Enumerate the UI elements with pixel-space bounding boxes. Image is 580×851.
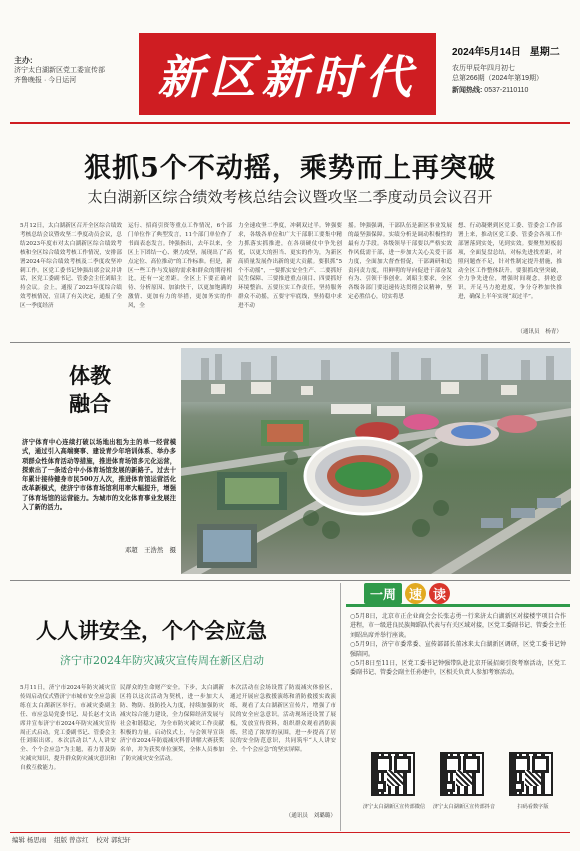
- weekly-item: ○5月8日，北京市正企业商会会长张志勇一行来济太白湖新区对接楼宇项目合作进程，市一级进良民族舞蹈队代表与有关区域对接，区党工委副书记、管委会主任刘昭出席并举行座谈。: [350, 613, 566, 639]
- safety-headline: 人人讲安全，个个会应急: [36, 618, 267, 643]
- hotline-number: 0537-2110110: [484, 87, 529, 94]
- safety-subhead: 济宁市2024年防灾减灾宣传周在新区启动: [60, 654, 264, 667]
- issue-number: 总第266期（2024年第19期）: [452, 75, 544, 82]
- qr-code-digital[interactable]: [509, 752, 553, 796]
- weekly-item: ○5月8日至11日，区党工委书记钟强带队赴北京开展招商引资考察活动，区党工委副书记、管委会副主任孙建中，区相关负责人参加考察活动。: [350, 660, 566, 677]
- date-line: 2024年5月14日: [452, 47, 521, 58]
- stadium-photo: [181, 348, 571, 574]
- footer-credits: [12, 836, 312, 846]
- qr-label-3: 扫码看数字版: [517, 804, 549, 810]
- lead-col-1: 5月12日，太白湖新区召开全区综合绩效考核总结会议暨攻坚二季度动员会议，总结2023年度市对太白湖新区综合绩效考核和全区综合绩效考核工作情况，安排部署2024年综合绩效考核及二季度攻坚冲刺工作。区党工委书记钟强出席会议并讲话，区党工委副书记、管委会主任刘昭主持会议。会上，通报了2023年度综合绩效考核情况，宣读了有关决定，通报了全区一季度经济: [20, 223, 122, 310]
- sponsor-block: [14, 56, 144, 86]
- sponsor-line-2: 齐鲁晚报 · 今日运河: [14, 77, 77, 84]
- weekly-list: [350, 612, 566, 742]
- lead-col-5: 想、行动凝聚到区党工委、管委会工作部署上来，推动区党工委、管委会各项工作部署落到实处，见到实效。要聚焦短板弱项，全面复盘总结，对标先进找差距，对照问题查不足，针对性制定提升措施，推动全区工作整体跃升。要狠抓攻坚突破，全力争先进位，增强时间观念，拼抢意识，开足马力抢进度，争分夺秒加快推进，确保上半年实现“双过半”。: [458, 223, 562, 301]
- lead-col-3: 力全速攻坚二季度，冲刺双过半。钟强要求，各级各单位和广大干部职工要集中精力抓落实抓推进，在各项硬仗中争先创优，以更大的担当、更实的作为，为新区高质量发展作出新的更大贡献。要狠抓“5个不动摇”，一要抓实安全生产、二要抓好民生保障、三要推进重点项目、四要抓好环境整治、五要压实工作责任，坚持服务群众不动摇，五要守牢底线，坚持稳中求进不动: [238, 223, 342, 310]
- divider: [10, 342, 570, 343]
- editor-name: 杨思雨: [26, 837, 47, 844]
- sports-title-2: 融合: [69, 391, 111, 416]
- editor-label: 编辑: [12, 837, 25, 844]
- design-name: 曾彦红: [68, 837, 89, 844]
- lunar-date: 农历甲辰年四月初七: [452, 65, 515, 72]
- qr-label-1: 济宁太白湖新区宣传部微信: [362, 804, 426, 810]
- design-label: 组版: [54, 837, 68, 844]
- weekly-title-3: 读: [429, 583, 450, 604]
- qr-label-2: 济宁太白湖新区宣传部抖音: [432, 804, 496, 810]
- lead-subhead: 太白湖新区综合绩效考核总结会议暨攻坚二季度动员会议召开: [87, 188, 493, 206]
- sports-body: 济宁体育中心连续打破以场地出租为主的单一经营模式，通过引入高端赛事、建设青少年培训体系、举办多项群众性体育活动等措施，推进体育场馆多元化运营，探索出了一条适合中小体育场馆发展的新路子。过去十年累计接待健身市民500万人次，推进体育馆运营活化改革新模式，使济宁市体育场馆利用率大幅提升，增强了体育场馆的运营能力。为城市的文化体育事业发展注入了新的活力。: [22, 439, 176, 512]
- weekly-title-2: 速: [405, 583, 426, 604]
- sports-title: [50, 362, 130, 418]
- vertical-divider: [340, 583, 341, 831]
- stadium-illustration: [181, 348, 571, 574]
- sponsor-line-1: 济宁太白湖新区党工委宣传部: [14, 67, 105, 74]
- footer-rule: [10, 832, 570, 833]
- masthead: [139, 33, 436, 115]
- weekly-item: ○5月9日，济宁市委常委、宣传部部长董冰来太白湖新区调研，区党工委书记钟强陪同。: [350, 641, 566, 658]
- proof-label: 校对: [96, 837, 110, 844]
- masthead-title: 新区新时代: [157, 50, 418, 104]
- weekly-title-1: 一周: [364, 583, 402, 604]
- lead-byline: （通讯员 杨青）: [517, 329, 562, 335]
- sports-byline: 邓超 王浩然 摄: [124, 546, 176, 554]
- weekly-rule: [346, 604, 570, 607]
- lead-col-4: 摇。钟强强调，干部队伍是新区事业发展的最坚强保障。实绩分析是调动积极性的最有力手段。各级领导干部要以严格实效作风低需干部，进一步加大关心关爱干部力度，全面加大督查督促，干部调研和追责问责力度，用鲜明的导向促进干部奋发有为、引领干事创业。刘昭主要求，全区各级各部门要迅速传达贯彻会议精神，坚定必胜信心，切实将思: [348, 223, 452, 301]
- proof-name: 郭纪轩: [111, 837, 131, 844]
- weekly-title: [364, 582, 474, 604]
- sponsor-label: 主办:: [14, 56, 33, 65]
- hotline-label: 新闻热线:: [452, 87, 483, 94]
- sports-title-1: 体教: [69, 363, 111, 388]
- lead-col-2: 运行、招商引资等重点工作情况，6个部门单位作了典型发言，11个部门单位作了书面表态发言。钟强指出，去年以来，全区上下团结一心、聚力攻坚，展现出了“高点定位、高位推动”的工作标准。但是，新区一些工作与发展的需求和群众的期待相比，还有一定差距。全区上下要正确对待、分析原因、加油快干，以更加饱满的激情、更加有力的举措，更加务实的作风，全: [128, 223, 232, 310]
- weekday: 星期二: [529, 47, 560, 58]
- lead-headline: 狠抓5个不动摇，乘势而上再突破: [84, 153, 496, 184]
- safety-col-2: 民群众的生命财产安全。下步，太白湖新区将以这次活动为契机，进一步加大人防、物防、技防投入力度，持续加强防灾减灾综合能力建设，全力保障经济发展与社会和谐稳定，为全市防灾减灾工作贡献积极的力量。启动仪式上，与会领导宣读济宁市2024年防震减灾科普讲解大赛获奖名单，并为获奖单位颁奖，全体人员参加了防灾减灾安全活动。: [120, 685, 224, 763]
- safety-col-1: 5月11日，济宁市2024年防灾减灾宣传周启动仪式暨济宁市城市安全应急演练在太白湖新区举行。市减灾委副主任、市应急局党委书记、局长赵才文出席并宣布济宁市2024年防灾减灾宣传周正式启动。党工委副书记、管委会主任刘昭出席。本次活动以“人人讲安全、个个会应急”为主题，着力普及防灾减灾知识，提升群众防灾减灾意识和自救互救能力。: [20, 685, 116, 772]
- header-rule: [10, 122, 570, 124]
- safety-col-3: 本次活动在会场设置了防震减灾体验区，通过开展应急救援演练和消防救援实战演练，观看了太白湖新区宣传片，增强了市民的安全应急意识。活动现场还设置了展板，发放宣传资料，组织群众观看消防演练，营造了浓厚的氛围，进一步提高了居民的安全防范意识，共同筑牢“人人讲安全、个个会应急”的坚实屏障。: [230, 685, 336, 754]
- qr-code-douyin[interactable]: [440, 752, 484, 796]
- issue-info: [452, 46, 572, 96]
- safety-byline: （通讯员 刘璐璐）: [285, 813, 336, 819]
- divider: [10, 580, 570, 581]
- qr-code-wechat[interactable]: [371, 752, 415, 796]
